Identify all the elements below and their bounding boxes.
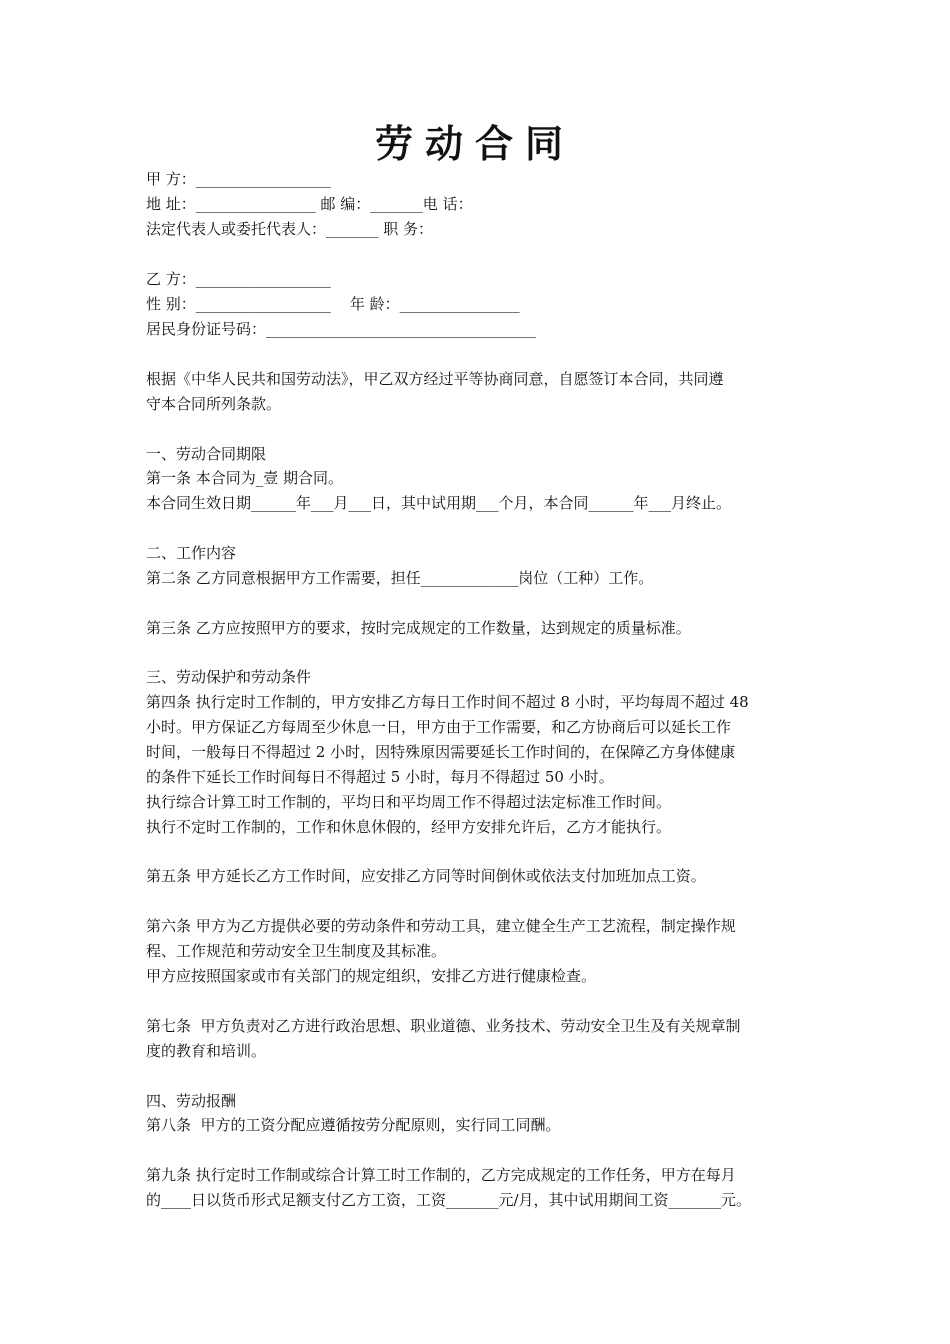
section-heading: 一、劳动合同期限 [146,445,267,463]
article-5: 第五条 甲方延长乙方工作时间，应安排乙方同等时间倒休或依法支付加班加点工资。 [146,867,706,885]
party-a-name: 甲 方：__________________ [146,170,331,188]
document-title: 劳动合同 [374,122,575,166]
article-6-line: 甲方应按照国家或市有关部门的规定组织，安排乙方进行健康检查。 [146,967,597,985]
article-1-dates: 本合同生效日期______年___月___日，其中试用期___个月，本合同______年___月终止。 [146,494,732,512]
article-4-line: 小时。甲方保证乙方每周至少休息一日，甲方由于工作需要，和乙方协商后可以延长工作 [146,718,732,736]
article-4-line: 的条件下延长工作时间每日不得超过 5 小时，每月不得超过 50 小时。 [146,768,614,786]
article-7-line: 第七条 甲方负责对乙方进行政治思想、职业道德、业务技术、劳动安全卫生及有关规章制 [146,1017,741,1035]
article-4-line: 第四条 执行定时工作制的，甲方安排乙方每日工作时间不超过 8 小时，平均每周不超过 48 [146,693,749,711]
article-9-line: 第九条 执行定时工作制或综合计算工时工作制的，乙方完成规定的工作任务，甲方在每月 [146,1166,736,1184]
article-4-line: 时间，一般每日不得超过 2 小时，因特殊原因需要延长工作时间的，在保障乙方身体健康 [146,743,736,761]
article-1: 第一条 本合同为_壹 期合同。 [146,469,344,487]
section-heading: 二、工作内容 [146,544,237,562]
party-b-name: 乙 方：__________________ [146,270,331,288]
preamble-line: 根据《中华人民共和国劳动法》，甲乙双方经过平等协商同意，自愿签订本合同，共同遵 [146,370,724,388]
article-8: 第八条 甲方的工资分配应遵循按劳分配原则，实行同工同酬。 [146,1116,561,1134]
article-4-line: 执行不定时工作制的，工作和休息休假的，经甲方安排允许后，乙方才能执行。 [146,818,672,836]
article-7-line: 度的教育和培训。 [146,1042,267,1060]
article-6-line: 程、工作规范和劳动安全卫生制度及其标准。 [146,942,447,960]
party-b-gender-age: 性 别：__________________ 年 龄：________________ [146,295,520,313]
section-heading: 四、劳动报酬 [146,1092,237,1110]
preamble-line: 守本合同所列条款。 [146,395,282,413]
article-9-line: 的____日以货币形式足额支付乙方工资，工资_______元/月，其中试用期间工资_______元。 [146,1191,752,1209]
section-heading: 三、劳动保护和劳动条件 [146,668,312,686]
party-a-representative: 法定代表人或委托代表人：_______ 职 务： [146,220,434,238]
article-6-line: 第六条 甲方为乙方提供必要的劳动条件和劳动工具，建立健全生产工艺流程，制定操作规 [146,917,736,935]
party-b-id-number: 居民身份证号码：____________________________________ [146,320,537,338]
article-4-line: 执行综合计算工时工作制的，平均日和平均周工作不得超过法定标准工作时间。 [146,793,672,811]
party-a-address: 地 址：________________ 邮 编：_______电 话： [146,195,473,213]
article-3: 第三条 乙方应按照甲方的要求，按时完成规定的工作数量，达到规定的质量标准。 [146,619,691,637]
article-2: 第二条 乙方同意根据甲方工作需要，担任_____________岗位（工种）工作。 [146,569,654,587]
